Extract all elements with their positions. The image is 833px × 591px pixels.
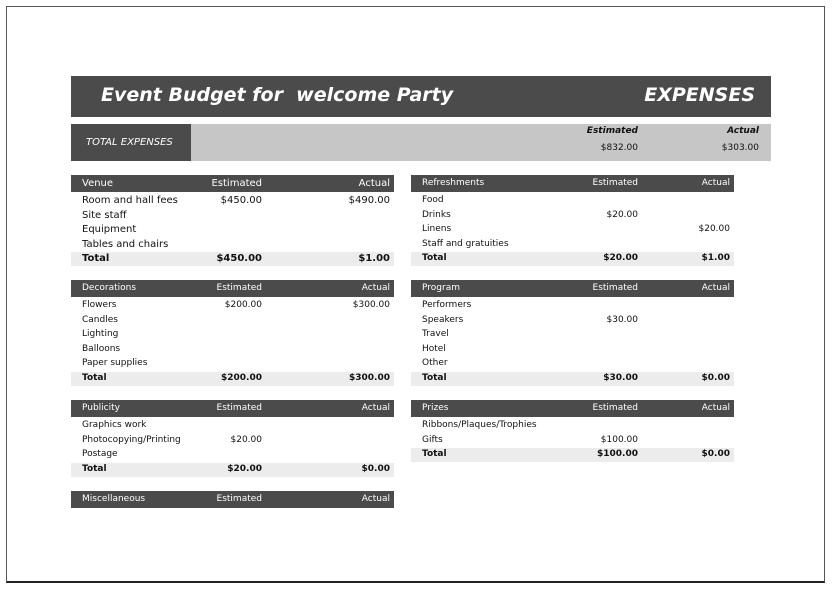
venue-total-row: [71, 252, 394, 266]
item-label: Photocopying/Printing: [82, 434, 181, 445]
actual-column-header: Actual: [701, 283, 730, 293]
prizes-row: [411, 419, 734, 434]
item-label: Flowers: [82, 300, 117, 310]
item-label: Speakers: [422, 314, 464, 325]
item-label: Room and hall fees: [82, 195, 178, 206]
item-label: Staff and gratuities: [422, 238, 509, 249]
venue-row: [71, 238, 394, 253]
refreshments-row: [411, 209, 734, 224]
publicity-section: [71, 400, 394, 477]
item-label: Food: [422, 195, 444, 205]
actual-cell[interactable]: $490.00: [348, 195, 390, 206]
decorations-row: [71, 343, 394, 358]
item-label: Tables and chairs: [82, 238, 169, 250]
estimated-column-header: Estimated: [592, 283, 638, 293]
program-total-row: [411, 372, 734, 386]
decorations-header: [71, 280, 394, 297]
total-actual-caption: Actual: [727, 126, 759, 136]
item-label: Paper supplies: [82, 358, 148, 368]
total-actual-cell[interactable]: $0.00: [701, 449, 730, 459]
estimated-cell[interactable]: $20.00: [606, 209, 638, 220]
total-estimated-cell[interactable]: $30.00: [603, 372, 638, 383]
prizes-title: Prizes: [422, 403, 449, 413]
total-estimated-caption: Estimated: [586, 126, 638, 136]
page-title: Event Budget for welcome Party: [101, 84, 454, 106]
item-label: Site staff: [82, 209, 127, 221]
estimated-column-header: Estimated: [592, 178, 638, 188]
item-label: Gifts: [422, 434, 443, 445]
program-row: [411, 299, 734, 314]
program-section: [411, 280, 734, 386]
publicity-row: [71, 448, 394, 463]
refreshments-row: [411, 223, 734, 238]
decorations-row: [71, 314, 394, 329]
actual-cell[interactable]: $300.00: [352, 300, 390, 310]
item-label: Linens: [422, 224, 452, 234]
item-label: Equipment: [82, 224, 137, 235]
prizes-total-row: [411, 448, 734, 462]
total-actual-cell[interactable]: $0.00: [701, 372, 730, 383]
miscellaneous-title: Miscellaneous: [82, 494, 146, 504]
decorations-title: Decorations: [82, 283, 137, 293]
estimated-column-header: Estimated: [216, 403, 262, 413]
program-row: [411, 357, 734, 372]
total-label: Total: [422, 253, 447, 263]
decorations-row: [71, 299, 394, 314]
refreshments-title: Refreshments: [422, 178, 485, 188]
estimated-cell[interactable]: $450.00: [220, 195, 262, 206]
refreshments-total-row: [411, 252, 734, 266]
venue-section: [71, 175, 394, 266]
venue-row: [71, 194, 394, 209]
decorations-row: [71, 328, 394, 343]
publicity-row: [71, 434, 394, 449]
decorations-total-row: [71, 372, 394, 386]
estimated-column-header: Estimated: [216, 494, 262, 504]
publicity-title: Publicity: [82, 403, 120, 413]
prizes-section: [411, 400, 734, 462]
total-expenses-bar: [71, 124, 771, 161]
refreshments-header: [411, 175, 734, 192]
title-banner: [71, 76, 771, 117]
expenses-heading: EXPENSES: [644, 84, 755, 106]
publicity-total-row: [71, 463, 394, 477]
program-header: [411, 280, 734, 297]
program-row: [411, 343, 734, 358]
total-estimated-cell[interactable]: $200.00: [221, 372, 262, 383]
actual-cell[interactable]: $20.00: [698, 224, 730, 234]
refreshments-row: [411, 194, 734, 209]
total-actual-cell[interactable]: $1.00: [701, 253, 730, 263]
item-label: Candles: [82, 314, 118, 325]
total-label: Total: [82, 372, 107, 383]
prizes-row: [411, 434, 734, 449]
venue-header: [71, 175, 394, 192]
venue-title: Venue: [82, 178, 114, 189]
venue-row: [71, 223, 394, 238]
item-label: Hotel: [422, 343, 446, 354]
miscellaneous-header: [71, 491, 394, 508]
total-actual-value[interactable]: $303.00: [721, 143, 759, 153]
total-actual-cell[interactable]: $0.00: [361, 463, 390, 474]
actual-column-header: Actual: [358, 178, 390, 189]
estimated-cell[interactable]: $20.00: [230, 434, 262, 445]
prizes-header: [411, 400, 734, 417]
program-row: [411, 328, 734, 343]
venue-row: [71, 209, 394, 224]
actual-column-header: Actual: [361, 403, 390, 413]
estimated-cell[interactable]: $200.00: [224, 300, 262, 310]
total-estimated-cell[interactable]: $100.00: [597, 449, 638, 459]
actual-column-header: Actual: [701, 178, 730, 188]
estimated-column-header: Estimated: [592, 403, 638, 413]
total-estimated-cell[interactable]: $20.00: [227, 463, 262, 474]
program-row: [411, 314, 734, 329]
estimated-column-header: Estimated: [216, 283, 262, 293]
refreshments-section: [411, 175, 734, 266]
item-label: Lighting: [82, 329, 119, 339]
item-label: Other: [422, 358, 448, 368]
program-title: Program: [422, 283, 460, 293]
item-label: Drinks: [422, 209, 451, 220]
item-label: Graphics work: [82, 420, 147, 430]
item-label: Ribbons/Plaques/Trophies: [422, 420, 537, 430]
estimated-column-header: Estimated: [211, 178, 262, 189]
refreshments-row: [411, 238, 734, 253]
total-actual-cell[interactable]: $300.00: [349, 372, 390, 383]
actual-column-header: Actual: [361, 283, 390, 293]
item-label: Balloons: [82, 343, 121, 354]
total-label: Total: [82, 463, 107, 474]
miscellaneous-section: [71, 491, 394, 508]
item-label: Postage: [82, 449, 118, 459]
estimated-cell[interactable]: $30.00: [606, 314, 638, 325]
publicity-header: [71, 400, 394, 417]
item-label: Travel: [422, 329, 449, 339]
total-label: Total: [82, 253, 110, 264]
total-label: Total: [422, 372, 447, 383]
total-label: Total: [422, 449, 447, 459]
total-estimated-value[interactable]: $832.00: [600, 143, 638, 153]
decorations-section: [71, 280, 394, 386]
actual-column-header: Actual: [361, 494, 390, 504]
total-actual-cell[interactable]: $1.00: [358, 253, 390, 264]
publicity-row: [71, 419, 394, 434]
decorations-row: [71, 357, 394, 372]
item-label: Performers: [422, 300, 472, 310]
total-expenses-label: TOTAL EXPENSES: [71, 124, 191, 161]
estimated-cell[interactable]: $100.00: [600, 434, 638, 445]
total-estimated-cell[interactable]: $20.00: [603, 253, 638, 263]
total-estimated-cell[interactable]: $450.00: [216, 253, 262, 264]
actual-column-header: Actual: [701, 403, 730, 413]
